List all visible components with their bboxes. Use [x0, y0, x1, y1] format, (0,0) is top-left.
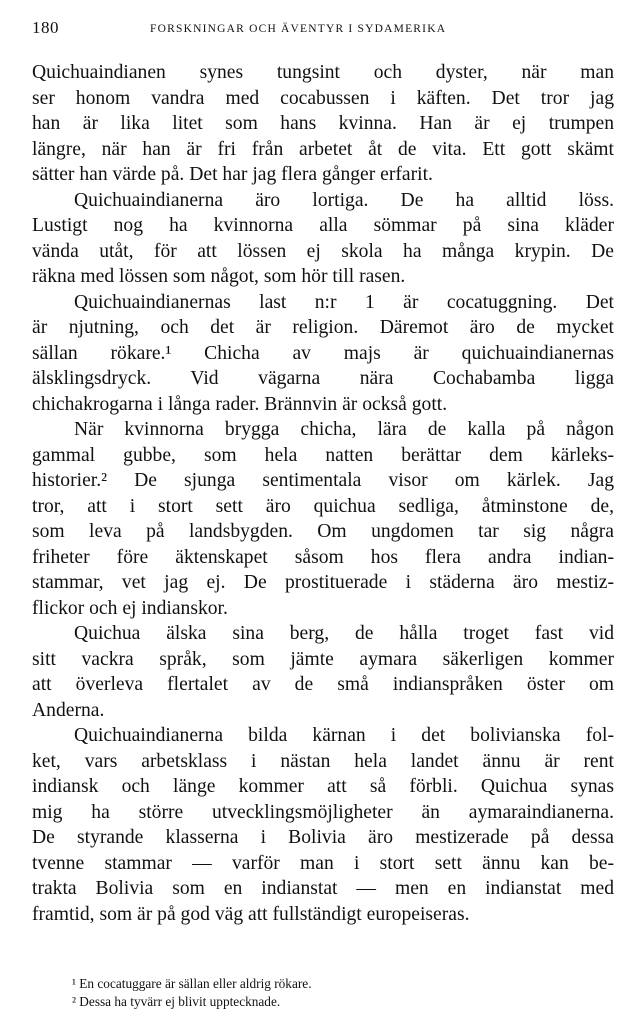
text-line: sätter han värde på. Det har jag flera gånger erfarit.	[32, 164, 433, 185]
text-line: sitt vackra språk, som jämte aymara säkerligen kommer	[32, 648, 614, 670]
text-line: När kvinnorna brygga chicha, lära de kalla på någon	[74, 419, 614, 440]
footnote-1: ¹ En cocatuggare är sällan eller aldrig rökare.	[72, 976, 312, 991]
text-line: ser honom vandra med cocabussen i käften. Det tror jag	[32, 87, 614, 109]
text-line: sällan rökare.¹ Chicha av majs är quichuaindianernas	[32, 342, 614, 364]
text-line: trakta Bolivia som en indianstat — men en indianstat med	[32, 878, 614, 899]
text-line: gammal gubbe, som hela natten berättar dem kärleks-	[32, 444, 614, 466]
text-line: framtid, som är på god väg att fullständigt europeiseras.	[32, 903, 470, 925]
text-line: längre, när han är fri från arbetet åt de vita. Ett gott skämt	[32, 138, 614, 160]
footnote-2: ² Dessa ha tyvärr ej blivit upptecknade.	[72, 994, 281, 1009]
text-line: indiansk och länge kommer att så förbli. Quichua synas	[32, 776, 614, 797]
text-line: tvenne stammar — varför man i stort sett ännu kan be-	[32, 852, 614, 874]
page-number: 180	[32, 18, 59, 37]
text-line: att överleva flertalet av de små indianspråken öster om	[32, 674, 614, 695]
running-head-title: FORSKNINGAR OCH ÄVENTYR I SYDAMERIKA	[150, 23, 447, 35]
text-line: flickor och ej indianskor.	[32, 597, 228, 619]
text-line: är njutning, och det är religion. Däremot äro de mycket	[32, 317, 614, 338]
text-line: Quichua älska sina berg, de hålla troget fast vid	[74, 623, 614, 644]
text-line: historier.² De sjunga sentimentala visor om kärlek. Jag	[32, 470, 614, 491]
text-line: Quichuaindianerna äro lortiga. De ha alltid löss.	[74, 189, 614, 211]
text-line: De styrande klasserna i Bolivia äro mestizerade på dessa	[32, 827, 614, 848]
text-line: mig ha större utvecklingsmöjligheter än aymaraindianerna.	[32, 801, 614, 823]
footnotes	[72, 975, 592, 1011]
text-line: friheter före äktenskapet såsom hos flera andra indian-	[32, 546, 614, 568]
text-line: älsklingsdryck. Vid vägarna nära Cochabamba ligga	[32, 368, 614, 389]
text-line: räkna med lössen som något, som hör till rasen.	[32, 266, 406, 287]
text-line: Anderna.	[32, 699, 105, 721]
text-line: Lustigt nog ha kvinnorna alla sömmar på sina kläder	[32, 215, 614, 236]
text-line: chichakrogarna i långa rader. Brännvin är också gott.	[32, 393, 448, 415]
text-line: Quichuaindianen synes tungsint och dyster, när man	[32, 62, 614, 83]
text-line: han är lika litet som hans kvinna. Han är ej trumpen	[32, 113, 614, 134]
body-text	[32, 60, 614, 927]
text-line: ket, vars arbetsklass i nästan hela landet ännu är rent	[32, 750, 614, 772]
text-line: Quichuaindianernas last n:r 1 är cocatuggning. Det	[74, 291, 614, 313]
running-header	[32, 18, 612, 40]
text-line: Quichuaindianerna bilda kärnan i det bolivianska fol-	[74, 725, 614, 746]
text-line: tror, att i stort sett äro quichua sedliga, åtminstone de,	[32, 495, 614, 517]
text-line: som leva på landsbygden. Om ungdomen tar sig några	[32, 521, 614, 542]
text-line: stammar, vet jag ej. De prostituerade i städerna äro mestiz-	[32, 572, 614, 593]
text-line: vända utåt, för att lössen ej skola ha många krypin. De	[32, 240, 614, 262]
